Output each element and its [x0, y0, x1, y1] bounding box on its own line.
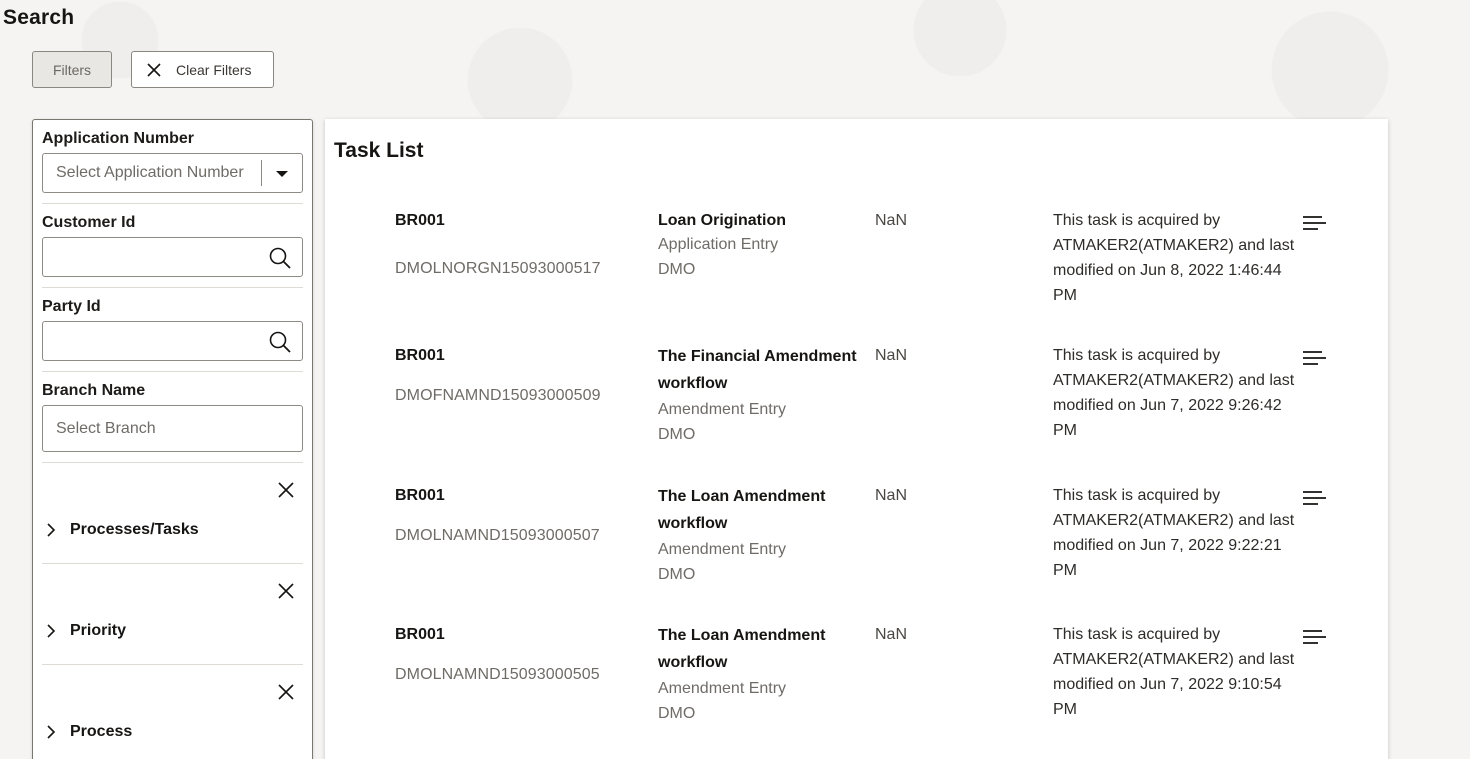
customer-id-input[interactable]	[43, 238, 302, 276]
divider	[42, 203, 303, 204]
chevron-right-icon	[46, 725, 56, 739]
search-icon[interactable]	[268, 246, 292, 270]
process-name: Loan Origination	[658, 212, 786, 229]
task-description: This task is acquired by ATMAKER2(ATMAKER2) and last modified on Jun 7, 2022 9:22:21 PM	[1053, 487, 1295, 579]
task-description: This task is acquired by ATMAKER2(ATMAKER2) and last modified on Jun 7, 2022 9:10:54 PM	[1053, 626, 1295, 718]
filter-panel	[32, 119, 313, 759]
process-step: Amendment Entry	[658, 401, 787, 418]
menu-lines-icon[interactable]	[1302, 349, 1328, 369]
close-icon	[146, 62, 162, 78]
caret-down-icon[interactable]	[276, 171, 288, 177]
process-code: DMO	[658, 566, 696, 583]
menu-lines-icon[interactable]	[1302, 214, 1328, 234]
task-value: NaN	[875, 487, 908, 504]
task-row[interactable]	[325, 210, 1388, 340]
branch-code: BR001	[395, 487, 445, 504]
process-step: Application Entry	[658, 236, 779, 253]
customer-id-field[interactable]	[42, 237, 303, 277]
filter-group-toggle[interactable]	[46, 521, 199, 539]
party-id-label: Party Id	[42, 298, 101, 315]
party-id-input[interactable]	[43, 322, 302, 360]
branch-name-label: Branch Name	[42, 382, 146, 399]
close-icon[interactable]	[277, 481, 295, 499]
process-name: The Loan Amendment workflow	[658, 627, 826, 671]
application-number: DMOLNORGN15093000517	[395, 260, 601, 277]
clear-filters-label: Clear Filters	[176, 61, 252, 78]
chevron-right-icon	[46, 523, 56, 537]
close-icon[interactable]	[277, 683, 295, 701]
menu-lines-icon[interactable]	[1302, 628, 1328, 648]
branch-name-input[interactable]	[43, 406, 302, 451]
filter-group-label: Priority	[70, 622, 127, 639]
filter-group-label: Process	[70, 723, 133, 740]
search-icon[interactable]	[268, 330, 292, 354]
task-value: NaN	[875, 347, 908, 364]
menu-lines-icon[interactable]	[1302, 489, 1328, 509]
task-row[interactable]	[325, 624, 1388, 754]
party-id-field[interactable]	[42, 321, 303, 361]
task-list-title: Task List	[334, 139, 424, 162]
divider	[42, 371, 303, 372]
task-value: NaN	[875, 626, 908, 643]
application-number: DMOLNAMND15093000507	[395, 527, 600, 544]
application-number: DMOLNAMND15093000505	[395, 666, 600, 683]
process-step: Amendment Entry	[658, 680, 787, 697]
branch-code: BR001	[395, 347, 445, 364]
filter-group-toggle[interactable]	[46, 622, 126, 640]
branch-code: BR001	[395, 626, 445, 643]
task-description: This task is acquired by ATMAKER2(ATMAKER2) and last modified on Jun 7, 2022 9:26:42 PM	[1053, 347, 1295, 439]
application-number-label: Application Number	[42, 130, 195, 147]
select-divider	[261, 160, 262, 186]
task-list-panel	[325, 119, 1388, 759]
task-description: This task is acquired by ATMAKER2(ATMAKER2) and last modified on Jun 8, 2022 1:46:44 PM	[1053, 212, 1295, 304]
process-name: The Loan Amendment workflow	[658, 488, 826, 532]
filter-group-toggle[interactable]	[46, 723, 132, 741]
task-value: NaN	[875, 212, 908, 229]
chevron-right-icon	[46, 624, 56, 638]
process-code: DMO	[658, 705, 696, 722]
filter-group-label: Processes/Tasks	[70, 521, 199, 538]
filters-button[interactable]: Filters	[32, 51, 112, 88]
filter-group-priority	[42, 564, 303, 664]
application-number-select[interactable]	[42, 153, 303, 193]
branch-code: BR001	[395, 212, 445, 229]
filter-group-processes-tasks	[42, 463, 303, 563]
customer-id-label: Customer Id	[42, 214, 136, 231]
application-number-input[interactable]	[43, 154, 263, 192]
task-row[interactable]	[325, 485, 1388, 615]
process-step: Amendment Entry	[658, 541, 787, 558]
process-code: DMO	[658, 261, 696, 278]
task-row[interactable]	[325, 345, 1388, 475]
branch-name-select[interactable]	[42, 405, 303, 452]
clear-filters-button[interactable]	[131, 51, 274, 88]
process-name: The Financial Amendment workflow	[658, 348, 857, 392]
divider	[42, 287, 303, 288]
application-number: DMOFNAMND15093000509	[395, 387, 601, 404]
filter-group-process	[42, 665, 303, 759]
page-title: Search	[3, 6, 75, 29]
process-code: DMO	[658, 426, 696, 443]
close-icon[interactable]	[277, 582, 295, 600]
